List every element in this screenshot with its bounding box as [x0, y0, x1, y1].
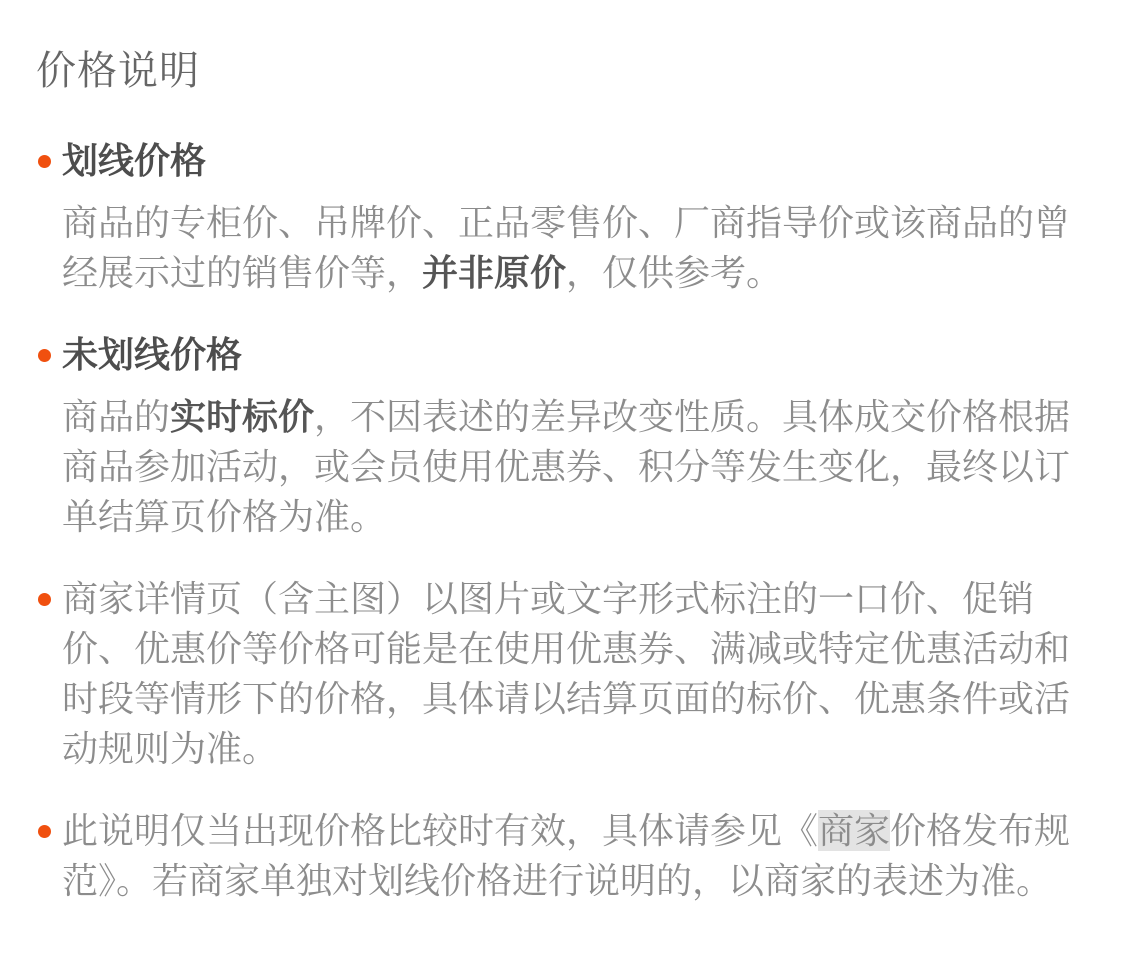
text-segment: ，不因表述的差异改变性质。具体成交价格根据商品参加活动，或会员使用优惠券、积分等发生变化，最终以订单结算页价格为准。: [62, 396, 1071, 537]
text-segment: 商品的专柜价、吊牌价、正品零售价、厂商指导价或该商品的曾经展示过的销售价等，: [62, 202, 1071, 293]
text-segment: 价格发布规范》。若商家单独对划线价格进行说明的，以商家的表述为准。: [62, 810, 1071, 901]
item-paragraph: [62, 574, 1090, 774]
price-note-list: [36, 136, 1090, 906]
text-segment: ，仅供参考。: [566, 252, 783, 293]
item-paragraph: [62, 392, 1090, 542]
bullet-dot-icon: [38, 155, 51, 168]
text-segment: 商家详情页（含主图）以图片或文字形式标注的一口价、促销价、优惠价等价格可能是在使用优惠券、满减或特定优惠活动和时段等情形下的价格，具体请以结算页面的标价、优惠条件或活动规则为准。: [62, 578, 1071, 769]
list-item-unstrikethrough-price: [36, 330, 1090, 542]
list-item-detail-page-price: [36, 574, 1090, 774]
item-paragraph: [62, 198, 1090, 298]
text-segment: 商品的: [62, 396, 171, 437]
page-title: 价格说明: [36, 49, 200, 93]
item-heading: 划线价格: [62, 140, 207, 181]
list-item-validity-note: [36, 806, 1090, 906]
text-segment-highlighted: 商家: [818, 810, 891, 851]
text-segment-bold: 实时标价: [170, 396, 315, 437]
item-heading: 未划线价格: [62, 334, 243, 375]
bullet-dot-icon: [38, 825, 51, 838]
text-segment-bold: 并非原价: [422, 252, 567, 293]
text-segment: 此说明仅当出现价格比较时有效，具体请参见《: [62, 810, 819, 851]
bullet-dot-icon: [38, 593, 51, 606]
list-item-strikethrough-price: [36, 136, 1090, 298]
item-paragraph: [62, 806, 1090, 906]
bullet-dot-icon: [38, 349, 51, 362]
